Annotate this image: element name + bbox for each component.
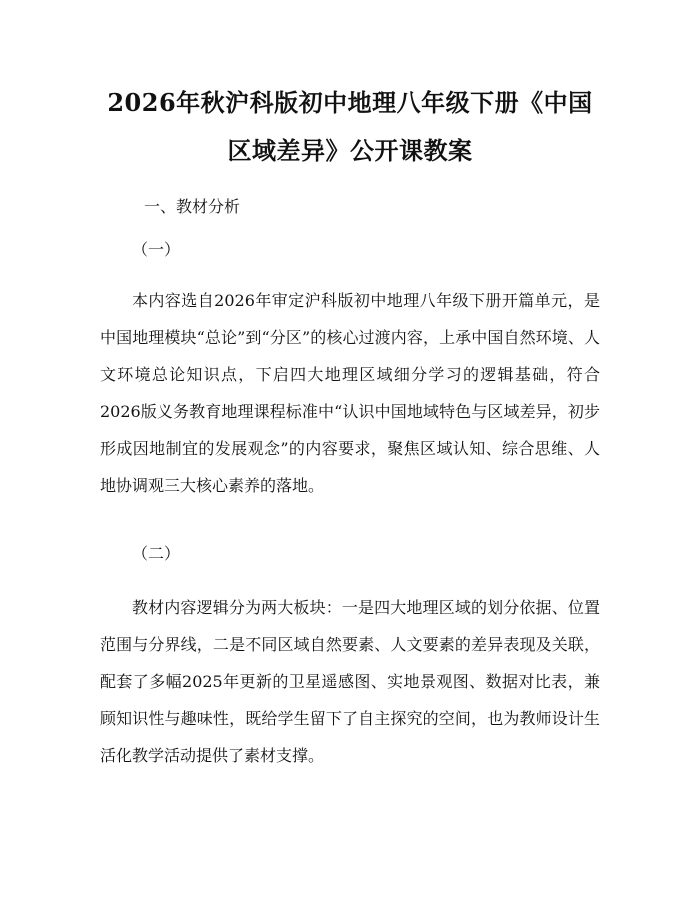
document-title-line-2: 区域差异》公开课教案 <box>227 136 473 165</box>
paragraph-2: 教材内容逻辑分为两大板块：一是四大地理区域的划分依据、位置范围与分界线，二是不同区域自然要素、人文要素的差异表现及关联，配套了多幅2025年更新的卫星遥感图、实地景观图、数据对比表，兼顾知识性与趣味性，既给学生留下了自主探究的空间，也为教师设计生活化教学活动提供了素材支撑。 <box>100 598 600 765</box>
subsection-label-1: （一） <box>132 240 181 259</box>
subsection-label-2: （二） <box>132 544 181 563</box>
paragraph-1: 本内容选自2026年审定沪科版初中地理八年级下册开篇单元，是中国地理模块“总论”到“分区”的核心过渡内容，上承中国自然环境、人文环境总论知识点，下启四大地理区域细分学习的逻辑基础，符合2026版义务教育地理课程标准中“认识中国地域特色与区域差异，初步形成因地制宜的发展观念”的内容要求，聚焦区域认知、综合思维、人地协调观三大核心素养的落地。 <box>100 291 600 495</box>
document-title-line-1: 2026年秋沪科版初中地理八年级下册《中国 <box>107 88 593 117</box>
section-heading-textbook-analysis: 一、教材分析 <box>144 197 241 216</box>
